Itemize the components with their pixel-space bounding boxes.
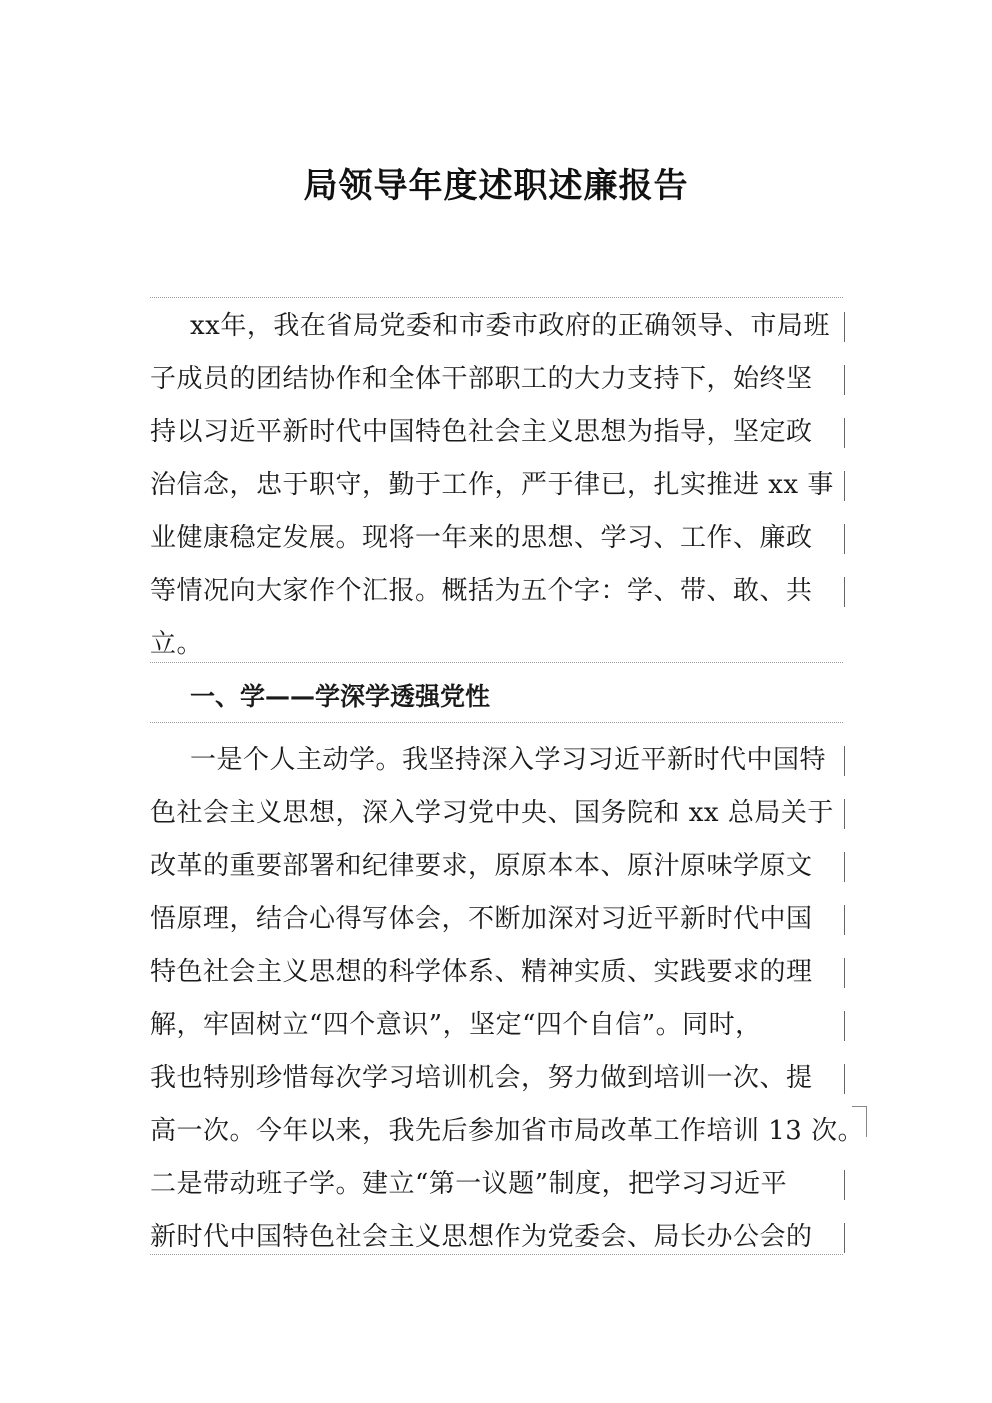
margin-mark	[844, 365, 845, 395]
margin-mark	[844, 905, 845, 935]
line-text: 二是带动班子学。建立“第一议题”制度，把学习习近平	[150, 1169, 788, 1199]
line-text: 一是个人主动学。我坚持深入学习习近平新时代中国特	[190, 745, 827, 775]
margin-mark	[844, 852, 845, 882]
paragraph-line	[150, 406, 843, 459]
margin-mark	[844, 418, 845, 448]
paragraph-rule-top	[150, 297, 843, 298]
paragraph-rule-bottom	[150, 662, 843, 663]
line-text: 新时代中国特色社会主义思想作为党委会、局长办公会的	[150, 1222, 813, 1252]
margin-mark	[844, 312, 845, 342]
margin-mark	[844, 1011, 845, 1041]
margin-mark	[844, 1223, 845, 1253]
corner-mark	[852, 1106, 867, 1137]
document-title: 局领导年度述职述廉报告	[303, 166, 689, 206]
intro-paragraph	[150, 300, 843, 671]
paragraph-line	[150, 999, 843, 1052]
paragraph-line	[150, 893, 843, 946]
paragraph-line	[150, 565, 843, 618]
heading-rule	[150, 722, 843, 723]
paragraph-line	[150, 1052, 843, 1105]
line-text: 悟原理，结合心得写体会，不断加深对习近平新时代中国	[150, 904, 813, 934]
margin-mark	[844, 1170, 845, 1200]
paragraph-line	[150, 1211, 843, 1264]
margin-mark	[844, 524, 845, 554]
margin-mark	[844, 471, 845, 501]
section-heading: 一、学——学深学透强党性	[190, 682, 491, 711]
paragraph-line	[150, 1158, 843, 1211]
paragraph-line	[150, 840, 843, 893]
line-text: 子成员的团结协作和全体干部职工的大力支持下，始终坚	[150, 364, 813, 394]
paragraph-line	[150, 946, 843, 999]
line-text: 色社会主义思想，深入学习党中央、国务院和 xx 总局关于	[150, 798, 834, 828]
paragraph-line	[150, 734, 843, 787]
line-text: 业健康稳定发展。现将一年来的思想、学习、工作、廉政	[150, 523, 813, 553]
margin-mark	[844, 746, 845, 776]
margin-mark	[844, 799, 845, 829]
line-text: 治信念，忠于职守，勤于工作，严于律已，扎实推进 xx 事	[150, 470, 834, 500]
page-bottom-rule	[150, 1254, 843, 1255]
paragraph-line	[150, 1105, 865, 1158]
line-text: 解，牢固树立“四个意识”，坚定“四个自信”。同时，	[150, 1010, 762, 1040]
paragraph-line	[150, 353, 843, 406]
section-paragraph	[150, 734, 865, 1264]
line-text: 立。	[150, 629, 204, 659]
margin-mark	[844, 577, 845, 607]
margin-mark	[844, 958, 845, 988]
line-text: 特色社会主义思想的科学体系、精神实质、实践要求的理	[150, 957, 813, 987]
paragraph-line	[150, 787, 843, 840]
line-text: 改革的重要部署和纪律要求，原原本本、原汁原味学原文	[150, 851, 813, 881]
paragraph-line	[150, 512, 843, 565]
line-text: xx年，我在省局党委和市委市政府的正确领导、市局班	[190, 311, 830, 341]
line-text: 我也特别珍惜每次学习培训机会，努力做到培训一次、提	[150, 1063, 813, 1093]
paragraph-line	[150, 459, 843, 512]
paragraph-line	[150, 618, 843, 671]
line-text: 等情况向大家作个汇报。概括为五个字：学、带、敢、共	[150, 576, 813, 606]
margin-mark	[844, 1064, 845, 1094]
paragraph-line	[150, 300, 843, 353]
line-text: 持以习近平新时代中国特色社会主义思想为指导，坚定政	[150, 417, 813, 447]
line-text: 高一次。今年以来，我先后参加省市局改革工作培训 13 次。	[150, 1116, 865, 1146]
